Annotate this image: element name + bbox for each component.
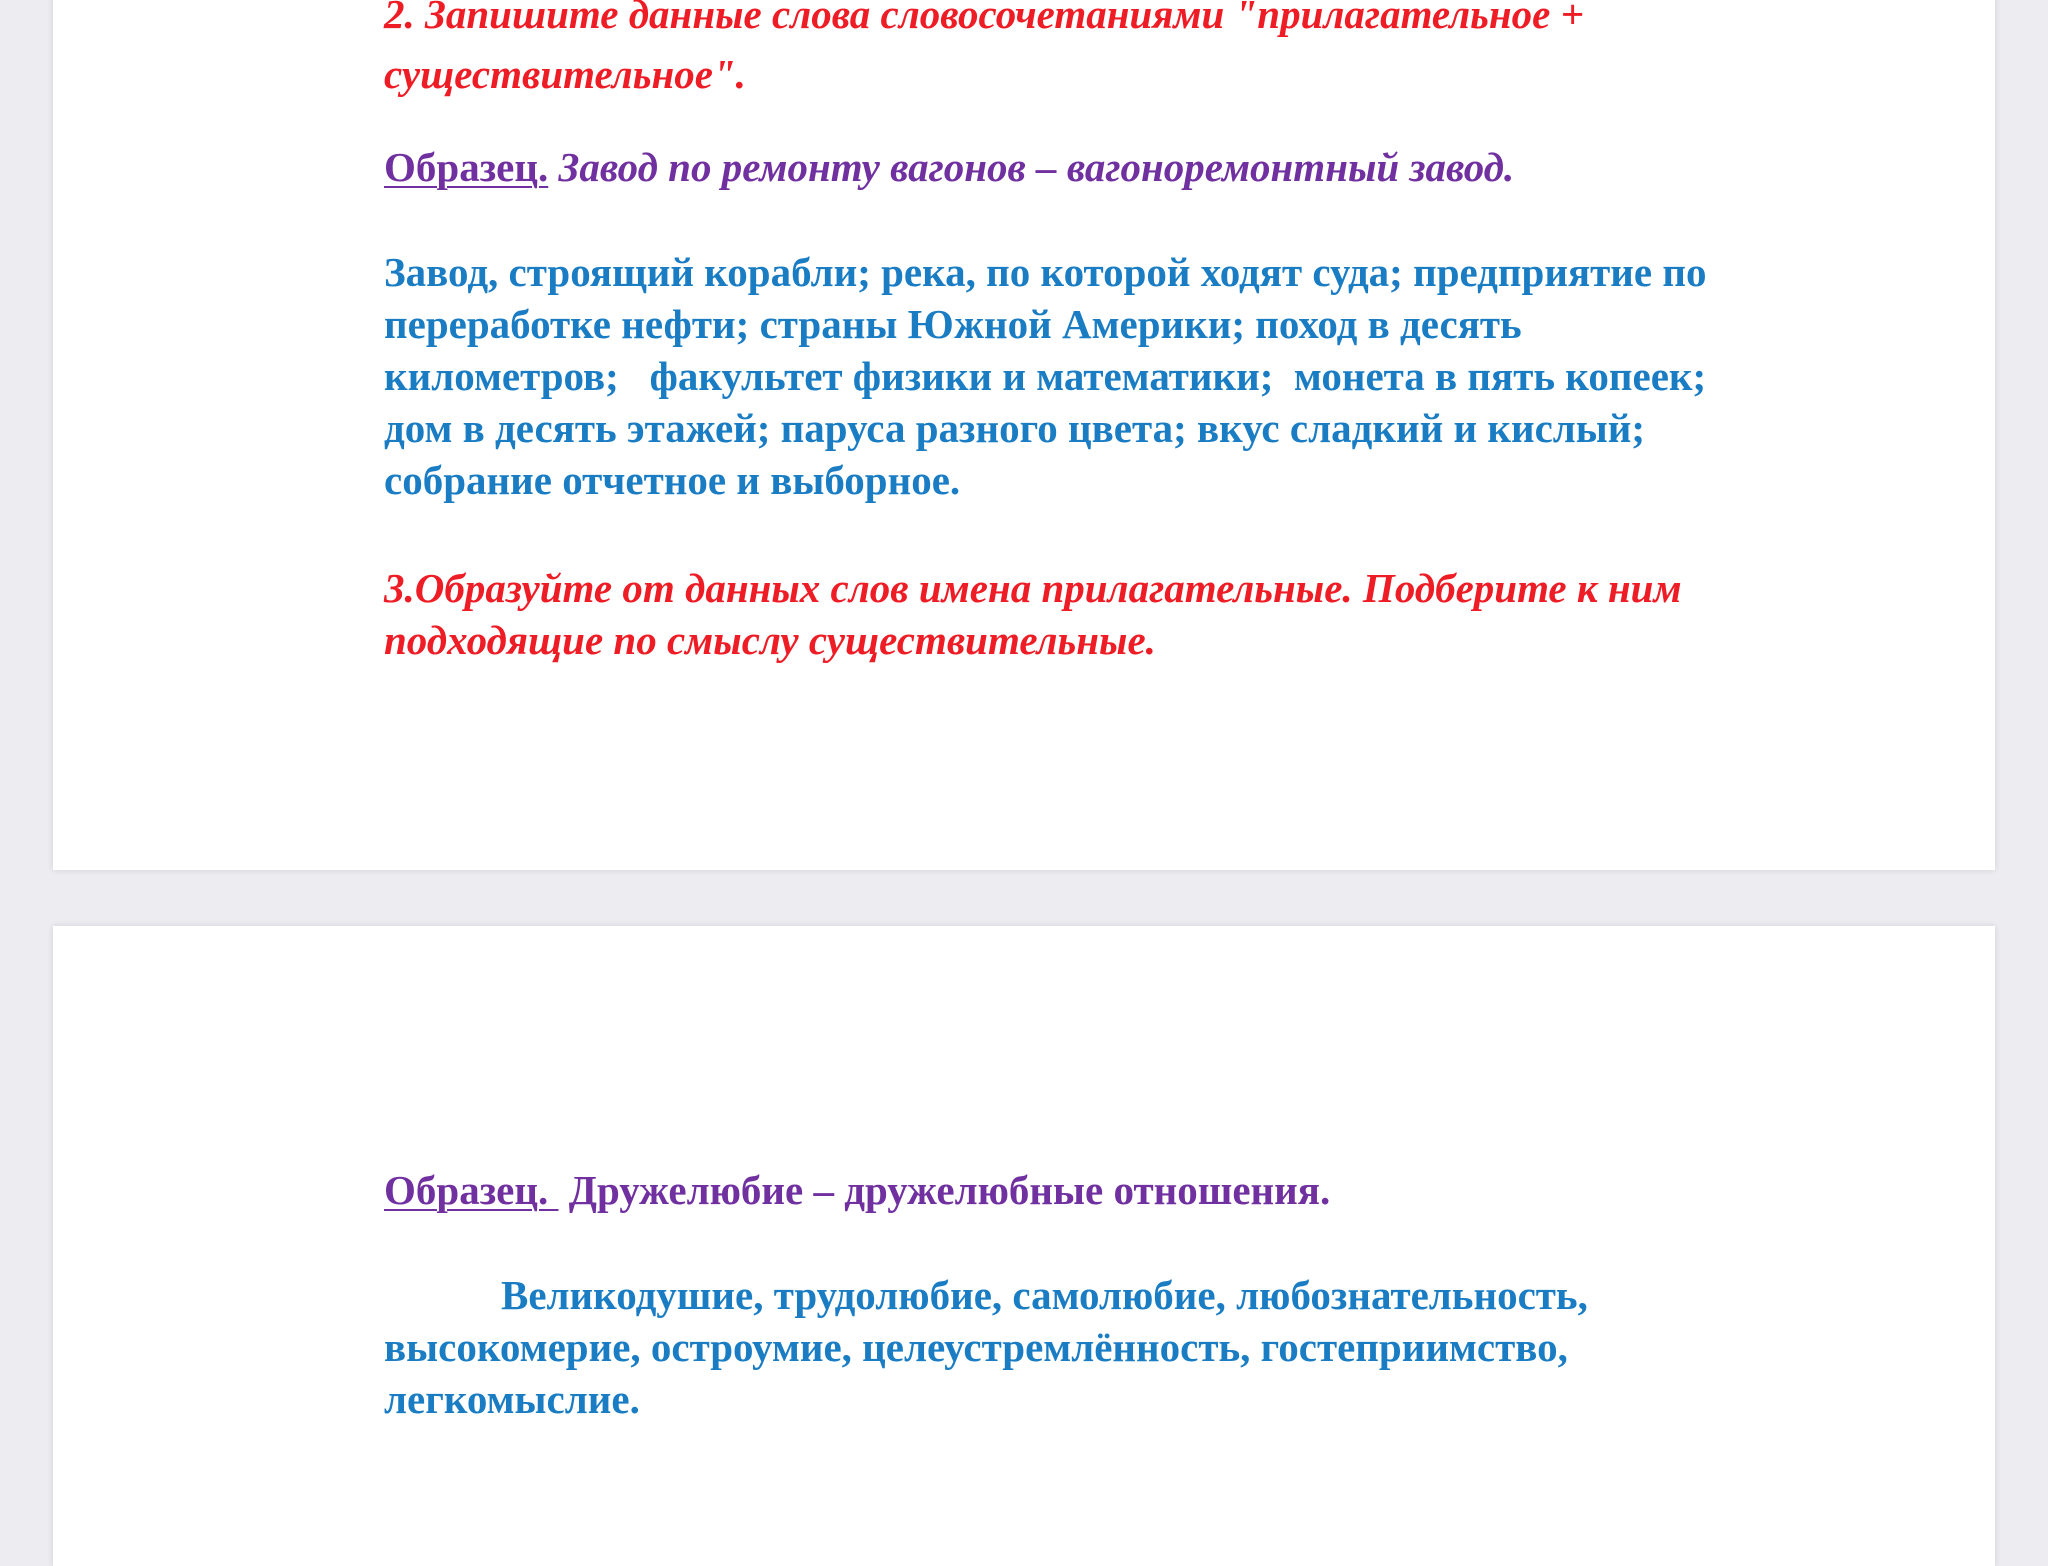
sample-2-text: Дружелюбие – дружелюбные отношения.: [558, 1167, 1331, 1213]
sample-1-text: Завод по ремонту вагонов – вагоноремонтный завод.: [548, 144, 1515, 190]
sample-1-label: Образец.: [384, 144, 549, 190]
task-2-line-1: 2. Запишите данные слова словосочетаниями "прилагательное +: [384, 0, 1584, 37]
task-3-line-2: подходящие по смыслу существительные.: [384, 617, 1156, 663]
exercise-2-line-4: дом в десять этажей; паруса разного цвета; вкус сладкий и кислый;: [384, 405, 1646, 451]
sample-2-label: Образец.: [384, 1167, 559, 1213]
task-3-heading: [384, 562, 1944, 666]
document-page-2: [53, 926, 1995, 1566]
exercise-2-line-3: километров; факультет физики и математики; монета в пять копеек;: [384, 353, 1707, 399]
exercise-3-text: [384, 1269, 1944, 1425]
task-2-line-2: существительное".: [384, 51, 746, 97]
exercise-2-line-2: переработке нефти; страны Южной Америки; поход в десять: [384, 301, 1522, 347]
exercise-3-line-2: высокомерие, остроумие, целеустремлённость, гостеприимство,: [384, 1324, 1568, 1370]
exercise-3-line-3: легкомыслие.: [384, 1376, 640, 1422]
sample-2: [384, 1164, 1944, 1216]
exercise-2-text: [384, 246, 1944, 506]
exercise-3-line-1: Великодушие, трудолюбие, самолюбие, любознательность,: [501, 1272, 1588, 1318]
exercise-2-line-1: Завод, строящий корабли; река, по которой ходят суда; предприятие по: [384, 249, 1707, 295]
sample-1: [384, 141, 1944, 193]
document-page-1: [53, 0, 1995, 870]
exercise-2-line-5: собрание отчетное и выборное.: [384, 457, 961, 503]
task-2-heading: [384, 0, 1944, 100]
task-3-line-1: 3.Образуйте от данных слов имена прилагательные. Подберите к ним: [384, 565, 1682, 611]
